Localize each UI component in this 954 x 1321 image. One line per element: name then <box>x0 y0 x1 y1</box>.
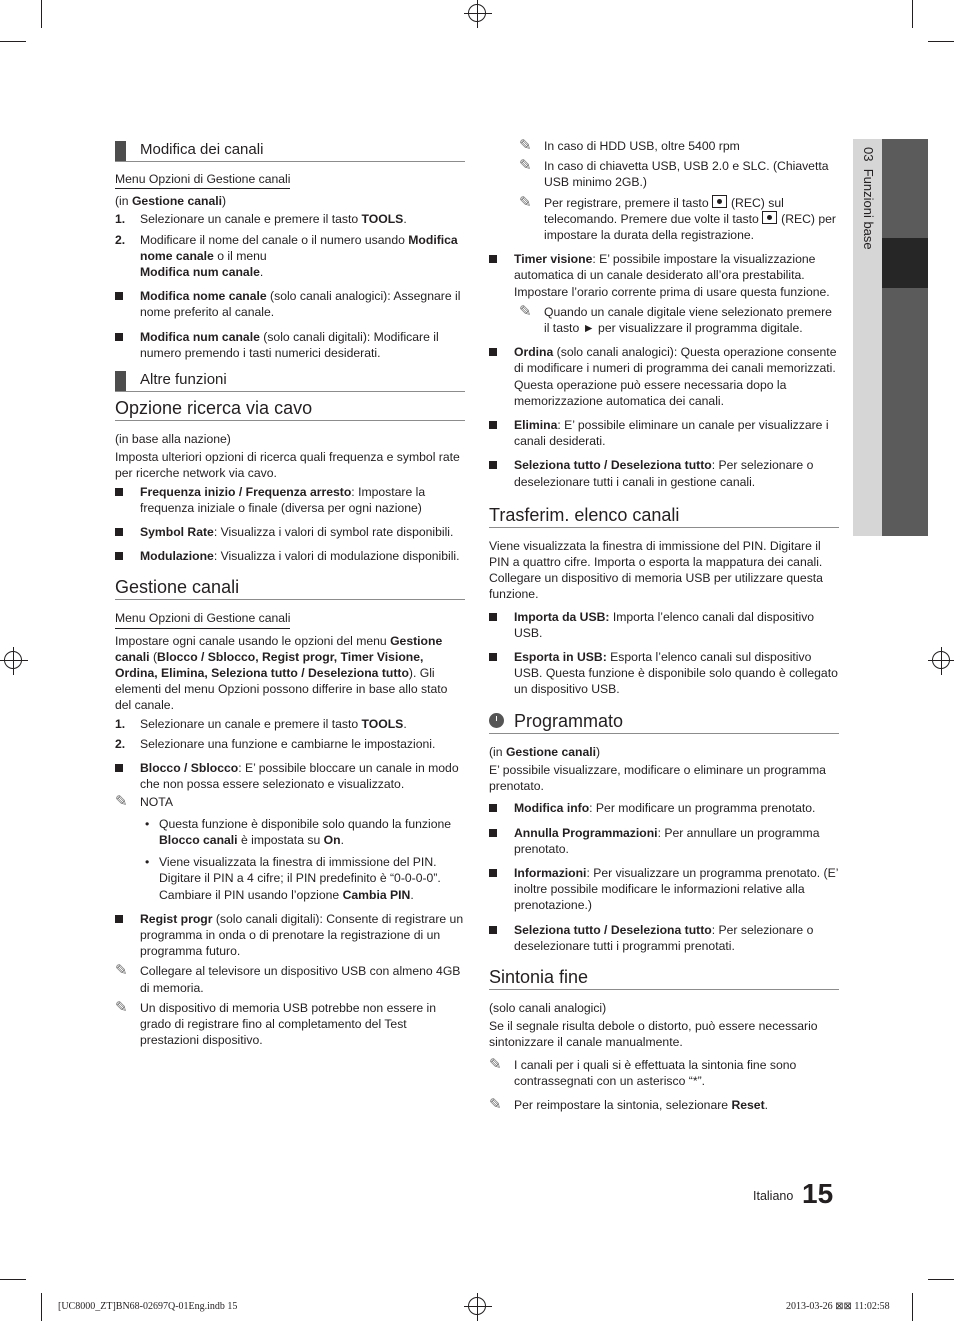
chapter-tab-label: 03 Funzioni base <box>861 147 876 250</box>
bullet-item: Seleziona tutto / Deseleziona tutto: Per selezionare o deselezionare tutti i canali in gestione canali. <box>489 457 839 489</box>
pencil-icon: ✎ <box>115 998 128 1016</box>
note: ✎ NOTA <box>115 793 173 811</box>
section-heading: Modifica dei canali <box>115 139 465 162</box>
bullet-item: Modifica num canale (solo canali digitali): Modificare il numero premendo i tasti numerici desiderati. <box>115 329 465 361</box>
sub-bullet: • Viene visualizzata la finestra di immissione del PIN. Digitare il PIN a 4 cifre; il PIN predefinito è “0-0-0-0”. Cambiare il PIN usando l’opzione Cambia PIN. <box>145 855 441 902</box>
note: ✎ Collegare al televisore un dispositivo USB con almeno 4GB di memoria. <box>115 962 461 995</box>
bullet-item: Elimina: E’ possibile eliminare un canale per visualizzare i canali desiderati. <box>489 417 839 449</box>
step: 1. Selezionare un canale e premere il tasto TOOLS. <box>115 212 407 227</box>
bullet-item: Esporta in USB: Esporta l’elenco canali sul dispositivo USB. Questa funzione è disponibile solo quando è collegato un dispositivo USB. <box>489 649 839 698</box>
pencil-icon: ✎ <box>115 962 128 980</box>
heading: Opzione ricerca via cavo <box>115 397 465 421</box>
bullet-item: Ordina (solo canali analogici): Questa operazione consente di modificare i numeri di programma dei canali memorizzati. Questa operazione può essere necessaria dopo la memorizzazione automatica dei canali. <box>489 344 839 409</box>
paragraph: Impostare ogni canale usando le opzioni del menu Gestione canali (Blocco / Sblocco, Regist progr, Timer Visione, Ordina, Elimina, Seleziona tutto / Deseleziona tutto). Gli elementi del menu Opzioni possono differire in base allo stato del canale. <box>115 633 448 713</box>
note: ✎ In caso di chiavetta USB, USB 2.0 e SLC. (Chiavetta USB minimo 2GB.) <box>519 157 829 190</box>
print-date-info: 2013-03-26 ⊠⊠ 11:02:58 <box>786 1301 890 1312</box>
pencil-icon: ✎ <box>519 302 532 320</box>
pencil-icon: ✎ <box>489 1055 502 1073</box>
heading: Programmato <box>489 710 839 734</box>
paragraph: (solo canali analogici) <box>489 1000 607 1015</box>
registration-mark-icon <box>4 651 22 669</box>
note: ✎ Un dispositivo di memoria USB potrebbe non essere in grado di registrare fino al completamento del Test prestazioni dispositivo. <box>115 998 437 1048</box>
note: ✎ Quando un canale digitale viene selezionato premere il tasto ► per visualizzare il programma digitale. <box>519 302 832 336</box>
heading: Sintonia fine <box>489 966 839 990</box>
menu-path: Menu Opzioni di Gestione canali <box>115 171 290 189</box>
bullet-item: Importa da USB: Importa l’elenco canali dal dispositivo USB. <box>489 609 839 641</box>
bullet-item: Modifica nome canale (solo canali analogici): Assegnare il nome preferito al canale. <box>115 288 465 320</box>
heading: Trasferim. elenco canali <box>489 504 839 528</box>
menu-path: Menu Opzioni di Gestione canali <box>115 610 290 628</box>
paragraph: Viene visualizzata la finestra di immissione del PIN. Digitare il PIN a quattro cifre. Importa o esporta la mappatura dei canali. Collegare un dispositivo di memoria USB per utilizzare questa funzione. <box>489 538 823 602</box>
crop-mark <box>912 1293 913 1321</box>
section-heading: Altre funzioni <box>115 369 465 392</box>
registration-mark-icon <box>468 4 486 22</box>
print-file-info: [UC8000_ZT]BN68-02697Q-01Eng.indb 15 <box>58 1301 238 1312</box>
clock-icon <box>489 713 504 728</box>
page-number: 15 <box>802 1178 834 1209</box>
bullet-item: Seleziona tutto / Deseleziona tutto: Per selezionare o deselezionare tutti i programmi prenotati. <box>489 922 839 954</box>
record-button-icon <box>712 195 727 208</box>
crop-mark <box>0 41 26 42</box>
crop-mark <box>0 1279 26 1280</box>
bullet-item: Regist progr (solo canali digitali): Consente di registrare un programma in onda o di prenotare la registrazione di un programma futuro. <box>115 911 465 960</box>
pencil-icon: ✎ <box>489 1095 502 1113</box>
record-button-icon <box>762 211 777 224</box>
step: 2. Modificare il nome del canale o il numero usando Modifica nome canale o il menu Modifica num canale. <box>115 232 458 280</box>
chapter-tab-strip <box>882 139 928 536</box>
registration-mark-icon <box>932 651 950 669</box>
heading: Gestione canali <box>115 576 465 600</box>
bullet-item: Timer visione: E’ possibile impostare la visualizzazione automatica di un canale desiderato all’ora prestabilita. Impostare l’orario corrente prima di usare questa funzione. <box>489 251 839 300</box>
paragraph: Imposta ulteriori opzioni di ricerca quali frequenza e symbol rate per ricerche network via cavo. <box>115 450 460 481</box>
bullet-item: Frequenza inizio / Frequenza arresto: Impostare la frequenza iniziale o finale (diversa per ogni nazione) <box>115 484 465 516</box>
right-column <box>489 138 839 1117</box>
bullet-item: Annulla Programmazioni: Per annullare un programma prenotato. <box>489 825 839 857</box>
crop-mark <box>928 41 954 42</box>
bullet-item: Blocco / Sblocco: E’ possibile bloccare un canale in modo che non possa essere selezionato e visualizzato. <box>115 760 465 792</box>
pencil-icon: ✎ <box>519 193 532 211</box>
step: 1. Selezionare un canale e premere il tasto TOOLS. <box>115 716 407 731</box>
sub-bullet: • Questa funzione è disponibile solo quando la funzione Blocco canali è impostata su On. <box>145 816 452 847</box>
bullet-item: Symbol Rate: Visualizza i valori di symbol rate disponibili. <box>115 524 465 540</box>
pencil-icon: ✎ <box>115 793 128 811</box>
bullet-item: Modifica info: Per modificare un programma prenotato. <box>489 800 839 816</box>
step: 2. Selezionare una funzione e cambiarne le impostazioni. <box>115 736 436 751</box>
language-label: Italiano <box>753 1189 794 1203</box>
bullet-item: Modulazione: Visualizza i valori di modulazione disponibili. <box>115 548 465 564</box>
crop-mark <box>41 1293 42 1321</box>
paragraph: Se il segnale risulta debole o distorto, può essere necessario sintonizzare il canale manualmente. <box>489 1019 818 1050</box>
crop-mark <box>41 0 42 28</box>
registration-mark-icon <box>468 1297 486 1315</box>
bullet-item: Informazioni: Per visualizzare un programma prenotato. (E’ inoltre possibile modificare le informazioni relative alla prenotazione.) <box>489 865 839 914</box>
note: ✎ In caso di HDD USB, oltre 5400 rpm <box>519 137 740 154</box>
paragraph: E’ possibile visualizzare, modificare o eliminare un programma prenotato. <box>489 762 826 794</box>
left-column <box>115 139 465 1052</box>
note: ✎ Per registrare, premere il tasto (REC) sul telecomando. Premere due volte il tasto (REC) per impostare la durata della registrazione. <box>519 193 836 243</box>
chapter-tab-marker <box>882 238 928 288</box>
crop-mark <box>912 0 913 28</box>
crop-mark <box>928 1279 954 1280</box>
note: ✎ Per reimpostare la sintonia, selezionare Reset. <box>489 1095 769 1113</box>
pencil-icon: ✎ <box>519 157 532 175</box>
context-note: (in Gestione canali) <box>489 744 601 759</box>
paragraph: (in base alla nazione) <box>115 432 231 447</box>
pencil-icon: ✎ <box>519 137 532 154</box>
note: ✎ I canali per i quali si è effettuata la sintonia fine sono contrassegnati con un asterisco “*”. <box>489 1055 797 1088</box>
context-note: (in Gestione canali) <box>115 194 227 209</box>
